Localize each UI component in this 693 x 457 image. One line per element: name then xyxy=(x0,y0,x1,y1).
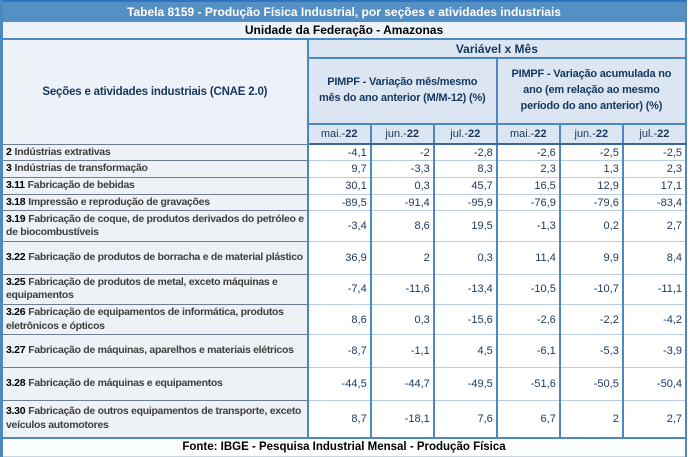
value-cell: -8,7 xyxy=(308,335,371,368)
value-cell: 8,6 xyxy=(308,304,371,334)
table-row xyxy=(2,242,687,274)
value-cell: 0,3 xyxy=(434,242,497,274)
row-name: Fabricação de máquinas e equipamentos xyxy=(28,377,223,390)
column-header-month xyxy=(434,124,497,144)
value-cell: -2,5 xyxy=(623,144,686,161)
month-name: jul.- xyxy=(639,128,658,141)
row-name: Fabricação de outros equipamentos de transporte, exceto veículos automotores xyxy=(6,405,302,432)
value-cell: 11,4 xyxy=(497,242,560,274)
value-cell: 6,7 xyxy=(497,401,560,438)
month-year: 22 xyxy=(468,128,481,141)
value-cell: -7,4 xyxy=(308,274,371,304)
value-cell: -49,5 xyxy=(434,368,497,401)
subtitle-bar xyxy=(2,22,687,39)
value-cell: 12,9 xyxy=(560,178,623,195)
month-name: jul.- xyxy=(450,128,468,141)
row-label-cell xyxy=(2,194,308,211)
value-cell: -2,2 xyxy=(560,304,623,334)
table-row xyxy=(2,368,687,401)
column-header-month xyxy=(371,124,434,144)
value-cell: -11,6 xyxy=(371,274,434,304)
value-cell: -83,4 xyxy=(623,194,686,211)
table-title: Tabela 8159 - Produção Física Industrial, por seções e atividades industriais xyxy=(2,1,687,22)
value-cell: 30,1 xyxy=(308,178,371,195)
value-cell: -1,3 xyxy=(497,211,560,242)
row-label-cell xyxy=(2,178,308,195)
row-label-cell xyxy=(2,161,308,178)
row-code: 3.27 xyxy=(6,344,26,357)
row-label-cell xyxy=(2,211,308,242)
value-cell: 16,5 xyxy=(497,178,560,195)
value-cell: -50,4 xyxy=(623,368,686,401)
row-code: 3.25 xyxy=(6,275,26,288)
row-code: 3 xyxy=(6,162,12,175)
value-cell: -50,5 xyxy=(560,368,623,401)
value-cell: 0,3 xyxy=(371,304,434,334)
row-code: 3.30 xyxy=(6,405,26,418)
row-label-cell xyxy=(2,304,308,334)
month-year: 22 xyxy=(657,128,670,141)
table-row xyxy=(2,304,687,334)
title-bar xyxy=(2,1,687,22)
value-cell: 7,6 xyxy=(434,401,497,438)
value-cell: -91,4 xyxy=(371,194,434,211)
value-cell: 8,6 xyxy=(371,211,434,242)
month-year: 22 xyxy=(406,128,420,141)
row-code: 3.18 xyxy=(6,195,26,208)
row-label-cell xyxy=(2,335,308,368)
column-header-month xyxy=(560,124,623,144)
value-cell: -11,1 xyxy=(623,274,686,304)
value-cell: 9,7 xyxy=(308,161,371,178)
table-subtitle: Unidade da Federação - Amazonas xyxy=(2,22,687,39)
value-cell: -79,6 xyxy=(560,194,623,211)
value-cell: 1,3 xyxy=(560,161,623,178)
value-cell: 2,7 xyxy=(623,401,686,438)
row-label-cell xyxy=(2,401,308,438)
value-cell: -13,4 xyxy=(434,274,497,304)
row-code: 3.22 xyxy=(6,251,26,264)
table-source: Fonte: IBGE - Pesquisa Industrial Mensal - Produção Física xyxy=(2,438,687,457)
table-row xyxy=(2,335,687,368)
value-cell: -5,3 xyxy=(560,335,623,368)
row-label-cell xyxy=(2,242,308,274)
month-name: mai.- xyxy=(320,128,346,141)
value-cell: 8,7 xyxy=(308,401,371,438)
value-cell: 0,3 xyxy=(371,178,434,195)
row-name: Fabricação de equipamentos de informática, produtos eletrônicos e ópticos xyxy=(6,305,284,332)
table-row xyxy=(2,211,687,242)
value-cell: 9,9 xyxy=(560,242,623,274)
value-cell: -4,2 xyxy=(623,304,686,334)
value-cell: 2,7 xyxy=(623,211,686,242)
row-code: 3.11 xyxy=(6,179,25,192)
table-row xyxy=(2,274,687,304)
group-header-monthly: PIMPF - Variação mês/mesmo mês do ano anterior (M/M-12) (%) xyxy=(308,58,497,124)
value-cell: -51,6 xyxy=(497,368,560,401)
column-header-month xyxy=(623,124,686,144)
month-year: 22 xyxy=(345,128,358,141)
table-row xyxy=(2,194,687,211)
row-name: Indústrias de transformação xyxy=(14,162,148,175)
value-cell: -2,5 xyxy=(560,144,623,161)
value-cell: -44,5 xyxy=(308,368,371,401)
column-header-month xyxy=(497,124,560,144)
value-cell: 2 xyxy=(560,401,623,438)
month-name: mai.- xyxy=(509,128,535,141)
value-cell: 2 xyxy=(371,242,434,274)
value-cell: -76,9 xyxy=(497,194,560,211)
row-label-cell xyxy=(2,274,308,304)
row-name: Fabricação de produtos de borracha e de material plástico xyxy=(28,251,303,264)
value-cell: -44,7 xyxy=(371,368,434,401)
col-axis-header: Variável x Mês xyxy=(308,39,686,58)
value-cell: 4,5 xyxy=(434,335,497,368)
row-code: 3.26 xyxy=(6,305,26,318)
row-code: 2 xyxy=(6,145,12,158)
value-cell: 0,2 xyxy=(560,211,623,242)
value-cell: 8,3 xyxy=(434,161,497,178)
value-cell: -95,9 xyxy=(434,194,497,211)
value-cell: -18,1 xyxy=(371,401,434,438)
row-label-cell xyxy=(2,368,308,401)
table-row xyxy=(2,401,687,438)
group-header-accumulated: PIMPF - Variação acumulada no ano (em relação ao mesmo período do ano anterior) (%) xyxy=(497,58,686,124)
value-cell: 45,7 xyxy=(434,178,497,195)
row-axis-header: Seções e atividades industriais (CNAE 2.0) xyxy=(2,39,308,144)
row-name: Fabricação de bebidas xyxy=(27,179,135,192)
row-code: 3.19 xyxy=(6,212,26,225)
header-row-variable xyxy=(2,39,687,58)
column-header-month xyxy=(308,124,371,144)
value-cell: 2,3 xyxy=(497,161,560,178)
value-cell: -89,5 xyxy=(308,194,371,211)
table-row xyxy=(2,161,687,178)
row-code: 3.28 xyxy=(6,377,26,390)
value-cell: -3,3 xyxy=(371,161,434,178)
row-name: Indústrias extrativas xyxy=(14,145,111,158)
month-year: 22 xyxy=(534,128,547,141)
row-name: Fabricação de produtos de metal, exceto máquinas e equipamentos xyxy=(6,275,278,302)
value-cell: -15,6 xyxy=(434,304,497,334)
value-cell: 2,3 xyxy=(623,161,686,178)
value-cell: -2,6 xyxy=(497,304,560,334)
value-cell: -2,8 xyxy=(434,144,497,161)
value-cell: -1,1 xyxy=(371,335,434,368)
value-cell: 19,5 xyxy=(434,211,497,242)
row-name: Fabricação de máquinas, aparelhos e materiais elétricos xyxy=(28,344,294,357)
table-row xyxy=(2,178,687,195)
row-name: Impressão e reprodução de gravações xyxy=(28,195,210,208)
value-cell: -2 xyxy=(371,144,434,161)
value-cell: 8,4 xyxy=(623,242,686,274)
value-cell: -10,5 xyxy=(497,274,560,304)
month-name: jun.- xyxy=(574,128,596,141)
row-label-cell xyxy=(2,144,308,161)
table-row xyxy=(2,144,687,161)
value-cell: 17,1 xyxy=(623,178,686,195)
value-cell: 36,9 xyxy=(308,242,371,274)
source-bar xyxy=(2,438,687,457)
month-name: jun.- xyxy=(385,128,407,141)
row-name: Fabricação de coque, de produtos derivados do petróleo e de biocombustíveis xyxy=(6,212,304,239)
value-cell: -3,4 xyxy=(308,211,371,242)
value-cell: -10,7 xyxy=(560,274,623,304)
value-cell: -4,1 xyxy=(308,144,371,161)
month-year: 22 xyxy=(595,128,609,141)
value-cell: -3,9 xyxy=(623,335,686,368)
value-cell: -6,1 xyxy=(497,335,560,368)
value-cell: -2,6 xyxy=(497,144,560,161)
